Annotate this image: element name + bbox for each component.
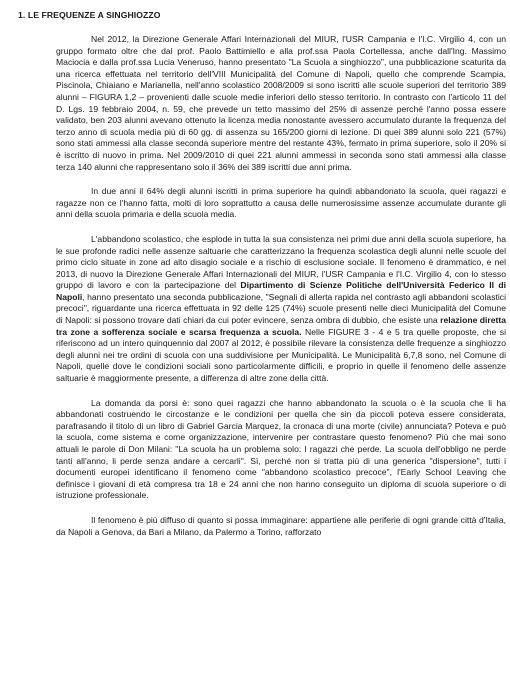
bold-text-run: relazione diretta tra zone a sofferenza sociale e scarsa frequenza a scuola. <box>56 315 506 337</box>
text-run: Nel 2012, la Direzione Generale Affari Internazionali del MIUR, l'USR Campania e l'I.C. Virgilio 4, con un gruppo formato oltre che dal prof. Paolo Battimiello e alla prof.ssa Paola Cortellessa, anche dall'Ing. Massimo Maciocia e dalla prof.ssa Lucia Veneruso, hanno presentato "La Scuola a singhiozzo", una pubblicazione scaturita da una ricerca effettuata nel territorio dell'VIII Municipalità del Comune di Napoli, quello che comprende Scampia, Piscinola, Chiaiano e Marianella, nell'anno scolastico 2008/2009 si sono iscritti alle scuole superiori del territorio 389 alunni – FIGURA 1,2 – provenienti dalle scuole medie inferiori dello stesso territorio. In contrasto con l'articolo 11 del D. Lgs. 19 febbraio 2004, n. 59, che prevede un tetto massimo del 25% di assenze perché l'anno possa essere validato, ben 203 alunni avevano ottenuto la licenza media nonostante avessero accumulato durante la frequenza del terzo anno di scuola media più di 60 gg. di assenza su 165/200 giorni di lezione. Di quei 389 alunni solo 221 (57%) sono stati ammessi alla classe seconda superiore mentre del restante 43%, fermato in prima superiore, solo il 20% si è iscritto di nuovo in prima. Nel 2009/2010 di quei 221 alunni ammessi in seconda sono stati ammessi alla classe terza 140 alunni che rappresentano solo il 36% dei 389 iscritti due anni prima. <box>56 34 506 172</box>
text-run: L'abbandono scolastico, che esplode in tutta la sua consistenza nei primi due anni della scuola superiore, ha le sue profonde radici nelle assenze saltuarie che caratterizzano la frequenza scolastica degli alunni nelle scuole del primo ciclo situate in zone ad alto disagio sociale e a rischio di esclusione sociale. Il fenomeno è drammatico, e nel 2013, di nuovo la Direzione Generale Affari Internazionali del MIUR, l'USR Campania e l'I.C. Virgilio 4, con lo stesso gruppo di lavoro e con la partecipazione del <box>56 233 506 291</box>
text-run: , hanno presentato una seconda pubblicazione, "Segnali di allerta rapida nel contrasto agli abbandoni scolastici precoci", riguardante una ricerca effettuata in 92 delle 125 (74%) scuole presenti nelle dieci Municipalità del Comune di Napoli: si possono trovare dati chiari da cui poter evincere, senza ombra di dubbio, che esiste una <box>56 291 506 326</box>
paragraph-3 <box>56 234 506 385</box>
text-run: Nelle FIGURE 3 - 4 e 5 tra quelle proposte, che si riferiscono ad un intero quinquennio dal 2007 al 2012, è possibile rilevare la consistenza delle frequenze a singhiozzo degli alunni nei tre ordini di scuola con una suddivisione per Municipalità. Le Municipalità 6,7,8 sono, nel Comune di Napoli, quelle dove le condizioni sociali sono particolarmente difficili, e proprio in quelle il fenomeno delle assenze saltuarie è maggiormente presente, a differenza di altre zone della città. <box>56 326 506 384</box>
text-run: In due anni il 64% degli alunni iscritti in prima superiore ha quindi abbandonato la scuola, quei ragazzi e ragazze non ce l'hanno fatta, molti di loro soprattutto a causa delle numerosissime assenze accumulate durante gli anni della scuola primaria e della scuola media. <box>56 186 506 220</box>
paragraph-2 <box>56 186 506 221</box>
paragraph-1 <box>56 34 506 173</box>
document-body <box>56 34 506 538</box>
paragraph-5 <box>56 515 506 538</box>
section-title: 1. LE FREQUENZE A SINGHIOZZO <box>18 10 161 20</box>
text-run: La domanda da porsi è: sono quei ragazzi che hanno abbandonato la scuola o è la scuola che li ha abbandonati costruendo le circostanze e le condizioni per quella che sin da piccoli poteva essere considerata, parafrasando il titolo di un libro di Gabriel Garcia Marquez, la cronaca di una morte (civile) annunciata? Poteva e può la scuola, come sistema e come organizzazione, intervenire per contrastare questo fenomeno? Più che mai sono attuali le parole di Don Milani: "La scuola ha un problema solo: I ragazzi che perde. La scuola dell'obbligo ne perde tanti all'anno, li perde senza andare a cercarli". Sì, perché non si tratta più di una generica "dispersione", tutti i documenti europei identificano il fenomeno come "abbandono scolastico precoce", l'Early School Leaving che definisce i giovani di età compresa tra 18 e 24 anni che non hanno conseguito un diploma di scuola superiore o di istruzione professionale. <box>56 397 506 501</box>
paragraph-4 <box>56 398 506 502</box>
text-run: Il fenomeno è più diffuso di quanto si possa immaginare: appartiene alle periferie di ogni grande città d'Italia, da Napoli a Genova, da Bari a Milano, da Palermo a Torino, rafforzato <box>56 514 506 537</box>
bold-text-run: Dipartimento di Scienze Politiche dell'Università Federico II di Napoli <box>56 280 506 302</box>
